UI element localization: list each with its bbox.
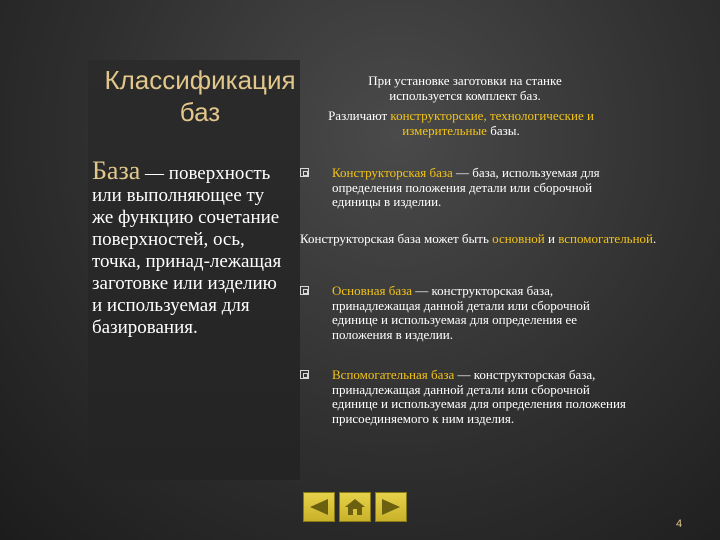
slide-title [92,64,308,128]
bullet-term: Основная база [332,283,412,298]
triangle-left-icon [307,497,331,517]
distinguish-suffix: базы. [486,122,520,138]
base-dash: — [140,163,165,184]
distinguish-paragraph [296,109,626,138]
bullet-body: — конструкторская база, принадлежащая данной детали или сборочной единице и используемая для определения положения присоединяемого к ним изделия. [332,367,626,426]
square-bullet-icon [300,168,309,177]
next-slide-button[interactable] [375,492,407,522]
distinguish-prefix: Различают [328,108,391,123]
square-bullet-icon [300,370,309,379]
triangle-right-icon [379,497,403,517]
mid-highlight-aux: вспомогательной [558,231,654,246]
bullet-term: Конструкторская база [332,165,453,180]
square-bullet-icon [300,286,309,295]
distinguish-highlight: конструкторские, технологические и измерительные [390,108,594,138]
mid-and: и [544,231,559,246]
slide-title-line2: баз [179,97,221,127]
intro-paragraph: При установке заготовки на станке используется комплект баз. [368,73,562,103]
base-definition [92,156,282,339]
bullet-body: — база, используемая для определения положения детали или сборочной единицы в изделии. [332,165,600,209]
bullet-text [332,166,628,210]
mid-highlight-main: основной [492,231,545,246]
home-button[interactable] [339,492,371,522]
page-number: 4 [676,518,683,530]
base-definition-text: поверхность или выполняющее ту же функцию сочетание поверхностей, ось, точка, принад-лежащая заготовке или изделию и используемая для базирования. [92,163,282,338]
bullet-body: — конструкторская база, принадлежащая данной детали или сборочной единице и используемая для определения ее положения в изделии. [332,283,590,342]
prev-slide-button[interactable] [303,492,335,522]
mid-paragraph [300,232,664,247]
mid-prefix: Конструкторская база может быть [300,231,493,246]
home-icon [343,497,367,517]
base-term: База [92,156,141,185]
bullet-term: Вспомогательная база [332,367,455,382]
slide-navigation [303,492,407,522]
slide-title-line1: Классификация [104,65,296,95]
bullet-text [332,284,628,342]
mid-suffix: . [653,231,657,246]
bullet-text [332,368,628,426]
